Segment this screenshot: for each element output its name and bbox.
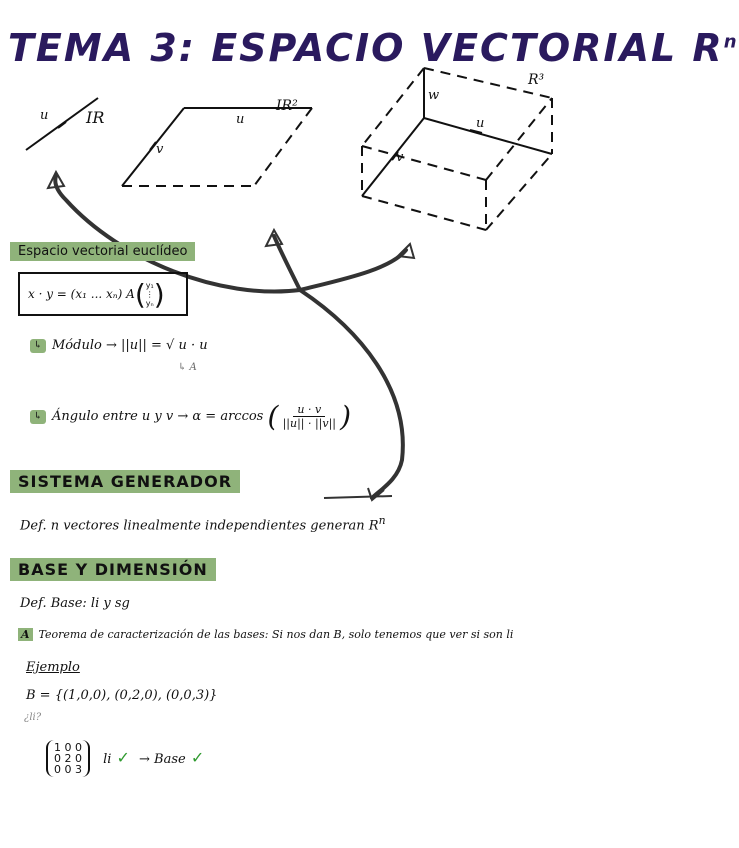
column-top: y₁ bbox=[145, 280, 154, 290]
r1-label: IR bbox=[86, 108, 105, 127]
modulo-line bbox=[30, 338, 208, 353]
result-base: → Base bbox=[139, 752, 186, 767]
base-definition: Def. Base: li y sg bbox=[20, 596, 130, 611]
paren-close: ) bbox=[340, 400, 352, 433]
modulo-note: ↳ A bbox=[178, 362, 197, 373]
matrix-row: 0 0 3 bbox=[54, 763, 82, 776]
section-heading-base: BASE Y DIMENSIÓN bbox=[10, 558, 216, 581]
generator-definition bbox=[20, 514, 386, 533]
column-vector bbox=[146, 281, 154, 308]
column-bot: yₙ bbox=[145, 298, 154, 308]
vec-u-r1: u bbox=[40, 108, 49, 123]
section-heading-generator: SISTEMA GENERADOR bbox=[10, 470, 240, 493]
check-icon: ✓ bbox=[116, 748, 130, 767]
arrow-heads bbox=[48, 172, 414, 500]
check-icon-big: ✓ bbox=[190, 748, 205, 767]
dot-product-box bbox=[18, 272, 188, 316]
matrix-row: 1 0 0 bbox=[54, 741, 82, 754]
angle-line bbox=[30, 400, 351, 433]
modulo-text: Módulo → ||u|| = √ u · u bbox=[52, 338, 208, 353]
result-li: li bbox=[103, 752, 112, 767]
generator-def-text: Def. n vectores linealmente independientes generan R bbox=[20, 518, 379, 534]
li-question: ¿li? bbox=[24, 712, 42, 723]
paren-close: ) bbox=[153, 277, 165, 311]
paren-open: ( bbox=[134, 277, 146, 311]
r3-box-dashes bbox=[362, 68, 552, 230]
theorem-line bbox=[18, 628, 513, 641]
matrix-row: 0 2 0 bbox=[54, 752, 82, 765]
vec-w-r3: w bbox=[428, 88, 440, 103]
angle-denominator: ||u|| · ||v|| bbox=[282, 417, 337, 430]
example-label: Ejemplo bbox=[26, 660, 80, 675]
arrow-bullet-icon: ↳ bbox=[30, 339, 46, 353]
dot-product-formula: x · y = (x₁ ... xₙ) A bbox=[28, 287, 135, 301]
r3-y-axis bbox=[362, 118, 424, 196]
generator-def-sup: n bbox=[378, 514, 386, 527]
arrow-bullet-icon: ↳ bbox=[30, 410, 46, 424]
angle-numerator: u · v bbox=[293, 403, 325, 417]
title-text: TEMA 3: ESPACIO VECTORIAL R bbox=[8, 26, 724, 70]
example-set: B = {(1,0,0), (0,2,0), (0,0,3)} bbox=[26, 688, 218, 703]
theorem-text: Teorema de caracterización de las bases: Si nos dan B, solo tenemos que ver si son li bbox=[38, 628, 514, 641]
warning-icon: A bbox=[18, 628, 33, 641]
example-matrix bbox=[46, 740, 90, 777]
angle-fraction bbox=[283, 403, 336, 430]
vec-v-r3: v bbox=[396, 150, 404, 165]
r2-right-edge bbox=[254, 108, 312, 186]
angle-text: Ángulo entre u y v → α = arccos bbox=[52, 409, 264, 424]
r3-label: R³ bbox=[528, 72, 545, 88]
vec-u-r3: u bbox=[476, 116, 485, 131]
title-sup: n bbox=[723, 31, 739, 53]
paren-open: ( bbox=[267, 400, 279, 433]
swirl-arrows bbox=[55, 176, 406, 498]
r2-label: IR² bbox=[276, 98, 298, 114]
vec-v-r2: v bbox=[156, 142, 164, 157]
section-heading-euclidean: Espacio vectorial euclídeo bbox=[10, 242, 195, 261]
vec-u-r2: u bbox=[236, 112, 245, 127]
column-mid: ⋮ bbox=[145, 289, 154, 299]
example-matrix-line bbox=[46, 740, 204, 777]
